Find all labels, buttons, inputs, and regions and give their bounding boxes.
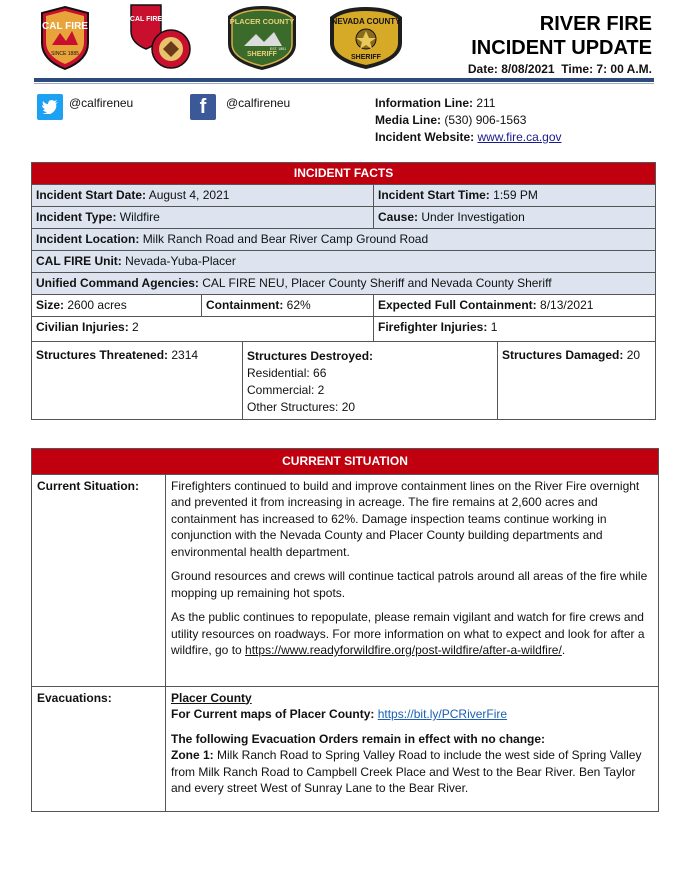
situation-paragraph-2: Ground resources and crews will continue tactical patrols around all areas of the fire while mopping up remaining hot spots. — [171, 569, 648, 600]
info-line-value: 211 — [476, 96, 496, 110]
incident-type-value: Wildfire — [119, 210, 160, 224]
twitter-handle[interactable]: @calfireneu — [69, 96, 134, 110]
damaged-label: Structures Damaged: — [502, 348, 624, 362]
full-containment-cell — [374, 295, 656, 317]
firefighter-injuries-value: 1 — [490, 320, 498, 334]
agencies-label: Unified Command Agencies: — [36, 276, 199, 290]
containment-value: 62% — [286, 298, 311, 312]
containment-label: Containment: — [206, 298, 284, 312]
evacuations-label: Evacuations: — [32, 686, 166, 811]
start-date-label: Incident Start Date: — [36, 188, 147, 202]
unit-label: CAL FIRE Unit: — [36, 254, 122, 268]
orders-heading: The following Evacuation Orders remain in effect with no change: — [171, 731, 546, 746]
date-label: Date: — [467, 62, 498, 76]
calfire-logo — [38, 5, 92, 71]
unit-cell — [32, 251, 656, 273]
facebook-handle[interactable]: @calfireneu — [226, 96, 291, 110]
location-cell — [32, 229, 656, 251]
size-cell — [32, 295, 202, 317]
info-line-label: Information Line: — [375, 96, 473, 110]
calfire-fire-dept-logo — [127, 3, 193, 71]
svg-text:PLACER COUNTY: PLACER COUNTY — [229, 17, 295, 26]
nevada-county-sheriff-logo — [326, 5, 406, 71]
destroyed-label: Structures Destroyed: — [247, 349, 374, 363]
destroyed-commercial: Commercial: 2 — [247, 383, 325, 397]
incident-type-label: Incident Type: — [36, 210, 117, 224]
civilian-injuries-label: Civilian Injuries: — [36, 320, 129, 334]
size-label: Size: — [36, 298, 65, 312]
placer-county-sheriff-logo — [224, 4, 300, 72]
destroyed-residential: Residential: 66 — [247, 366, 327, 380]
containment-cell — [202, 295, 374, 317]
time-label: Time: — [561, 62, 594, 76]
svg-text:SHERIFF: SHERIFF — [247, 51, 277, 58]
destroyed-cell — [243, 342, 498, 420]
zone-1-description: Milk Ranch Road to Spring Valley Road to include the west side of Spring Valley from Milk Ranch Road to Campbell Creek Place and West to the Bear River. Ben Taylor and every street West of Sunray Lane to the Bear River. — [171, 748, 642, 795]
situation-paragraph-3 — [171, 609, 653, 659]
zone-1-label: Zone 1: — [171, 748, 214, 762]
firefighter-injuries-label: Firefighter Injuries: — [378, 320, 488, 334]
threatened-label: Structures Threatened: — [36, 348, 169, 362]
twitter-icon — [37, 94, 63, 120]
readyforwildfire-link[interactable]: https://www.readyforwildfire.org/post-wildfire/after-a-wildfire/ — [245, 643, 562, 657]
start-date-cell — [32, 185, 374, 207]
cause-label: Cause: — [378, 210, 419, 224]
cause-cell — [374, 207, 656, 229]
time-value: 7: 00 A.M. — [596, 62, 652, 76]
zone-1-text — [171, 747, 653, 797]
full-containment-label: Expected Full Containment: — [378, 298, 537, 312]
damaged-value: 20 — [626, 348, 641, 362]
header-divider — [34, 78, 654, 82]
title-line-2: INCIDENT UPDATE — [471, 37, 652, 59]
unit-value: Nevada-Yuba-Placer — [125, 254, 236, 268]
agencies-cell — [32, 273, 656, 295]
start-time-cell — [374, 185, 656, 207]
current-situation-body — [166, 474, 659, 686]
damaged-cell — [498, 342, 656, 420]
facebook-icon: f — [190, 94, 216, 120]
current-situation-heading: CURRENT SITUATION — [32, 449, 659, 475]
destroyed-other: Other Structures: 20 — [247, 400, 356, 414]
incident-facts-table — [31, 162, 656, 420]
incident-type-cell — [32, 207, 374, 229]
incident-facts-heading: INCIDENT FACTS — [32, 163, 656, 185]
start-time-value: 1:59 PM — [493, 188, 538, 202]
situation-paragraph-3-end: . — [561, 643, 566, 657]
evacuations-body — [166, 686, 659, 811]
firefighter-injuries-cell — [374, 317, 656, 342]
current-situation-table — [31, 448, 659, 812]
media-line-value: (530) 906-1563 — [444, 113, 527, 127]
svg-text:CAL FIRE: CAL FIRE — [129, 16, 163, 23]
maps-label: For Current maps of Placer County: — [171, 707, 375, 721]
svg-text:NEVADA COUNTY: NEVADA COUNTY — [331, 17, 401, 26]
date-value: 8/08/2021 — [501, 62, 555, 76]
placer-maps-link[interactable]: https://bit.ly/PCRiverFire — [377, 707, 508, 721]
threatened-cell — [32, 342, 243, 420]
full-containment-value: 8/13/2021 — [540, 298, 594, 312]
document-title — [471, 12, 652, 60]
situation-paragraph-1: Firefighters continued to build and improve containment lines on the River Fire overnight and prevented it from increasing in acreage. The fire remains at 2,600 acres and containment has increased to 62%. Damage inspection teams continue working in conjunction with the Nevada County and Placer County building departments and environmental health department. — [171, 478, 640, 559]
threatened-value: 2314 — [171, 348, 199, 362]
civilian-injuries-cell — [32, 317, 374, 342]
media-line-label: Media Line: — [375, 113, 442, 127]
svg-text:CAL FIRE: CAL FIRE — [42, 21, 88, 32]
start-time-label: Incident Start Time: — [378, 188, 490, 202]
twitter-contact[interactable] — [37, 94, 133, 120]
title-line-1: RIVER FIRE — [539, 13, 652, 35]
website-label: Incident Website: — [375, 130, 475, 144]
size-value: 2600 acres — [67, 298, 127, 312]
county-heading: Placer County — [171, 690, 252, 705]
location-value: Milk Ranch Road and Bear River Camp Ground Road — [142, 232, 429, 246]
situation-paragraph-3-text: As the public continues to repopulate, please remain vigilant and watch for fire crews and utility resources on roadways. For more information on what to expect and look for after a wildfire, go to — [171, 610, 645, 657]
svg-text:SHERIFF: SHERIFF — [351, 54, 381, 61]
svg-text:EST. 1851: EST. 1851 — [269, 47, 287, 51]
civilian-injuries-value: 2 — [132, 320, 139, 334]
location-label: Incident Location: — [36, 232, 140, 246]
header-divider-thin — [34, 83, 654, 84]
contact-info — [375, 95, 562, 146]
cause-value: Under Investigation — [421, 210, 525, 224]
svg-text:SINCE 1885: SINCE 1885 — [51, 51, 79, 57]
facebook-contact[interactable] — [190, 94, 290, 120]
website-link[interactable]: www.fire.ca.gov — [477, 130, 562, 144]
date-time-line — [468, 62, 652, 76]
start-date-value: August 4, 2021 — [148, 188, 230, 202]
agencies-value: CAL FIRE NEU, Placer County Sheriff and Nevada County Sheriff — [202, 276, 552, 290]
current-situation-label: Current Situation: — [32, 474, 166, 686]
